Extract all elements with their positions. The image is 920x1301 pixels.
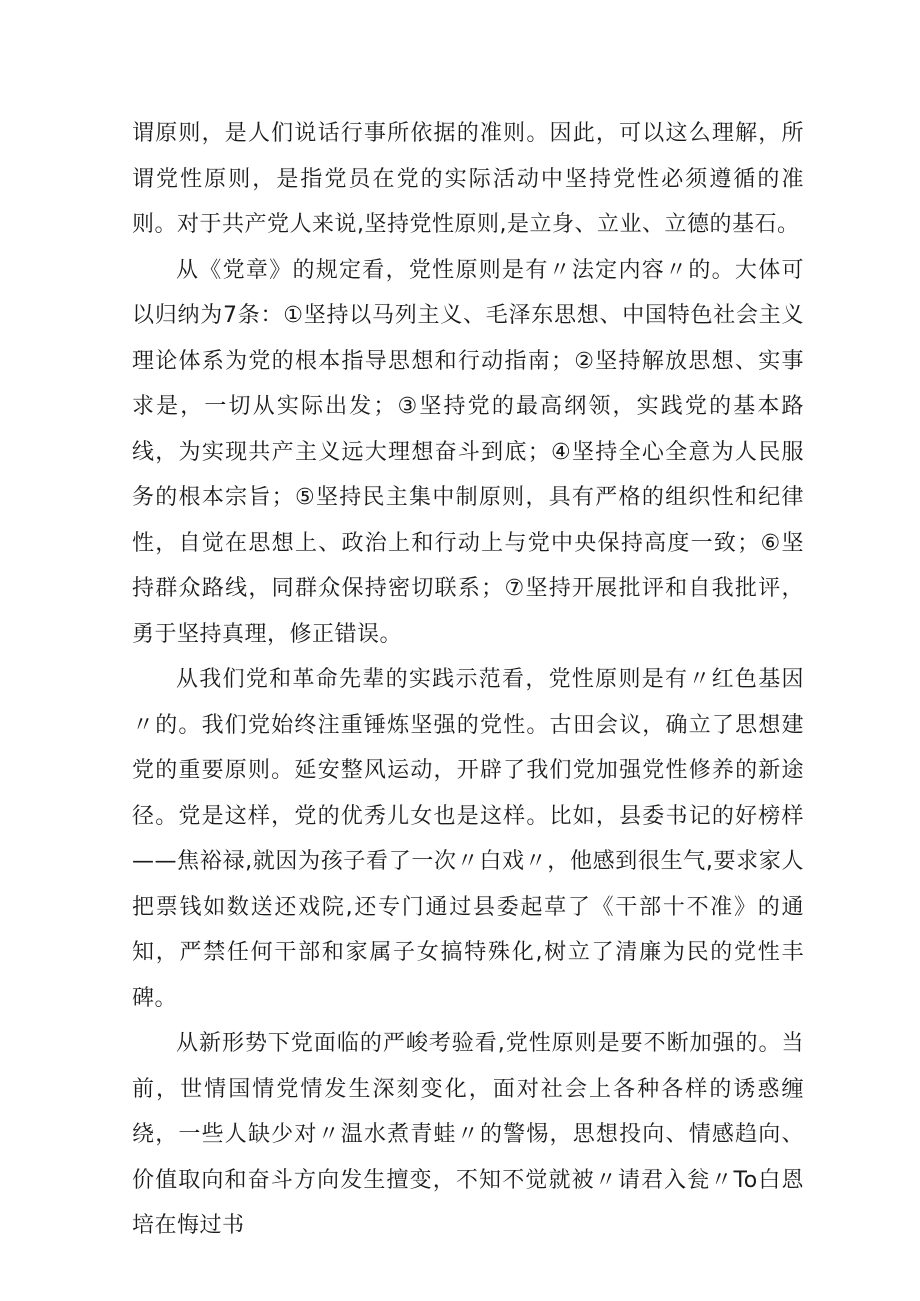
paragraph-red-gene-examples: 从我们党和革命先辈的实践示范看，党性原则是有〃红色基因〃的。我们党始终注重锤炼坚强的党性。古田会议，确立了思想建党的重要原则。延安整风运动，开辟了我们党加强党性修养的新途径。党是这样，党的优秀儿女也是这样。比如，县委书记的好榜样——焦裕禄,就因为孩子看了一次〃白戏〃，他感到很生气,要求家人把票钱如数送还戏院,还专门通过县委起草了《干部十不准》的通知，严禁任何干部和家属子女搞特殊化,树立了清廉为民的党性丰碑。 [132, 667, 804, 1011]
paragraph-new-situation-tests: 从新形势下党面临的严峻考验看,党性原则是要不断加强的。当前，世情国情党情发生深刻变化，面对社会上各种各样的诱惑缠绕，一些人缺少对〃温水煮青蛙〃的警惕，思想投向、情感趋向、价值取向和奋斗方向发生擅变，不知不觉就被〃请君入瓮〃To白恩培在悔过书 [132, 1031, 804, 1238]
paragraph-party-principle-definition: 谓原则，是人们说话行事所依据的准则。因此，可以这么理解，所谓党性原则，是指党员在党的实际活动中坚持党性必须遵循的准则。对于共产党人来说,坚持党性原则,是立身、立业、立德的基石。 [132, 121, 804, 237]
body-text [132, 111, 804, 1249]
paragraph-party-constitution-rules: 从《党章》的规定看，党性原则是有〃法定内容〃的。大体可以归纳为7条：①坚持以马列主义、毛泽东思想、中国特色社会主义理论体系为党的根本指导思想和行动指南；②坚持解放思想、实事求是，一切从实际出发；③坚持党的最高纲领，实践党的基本路线，为实现共产主义远大理想奋斗到底；④坚持全心全意为人民服务的根本宗旨；⑤坚持民主集中制原则，具有严格的组织性和纪律性，自觉在思想上、政治上和行动上与党中央保持高度一致；⑥坚持群众路线，同群众保持密切联系；⑦坚持开展批评和自我批评，勇于坚持真理，修正错误。 [132, 257, 804, 647]
